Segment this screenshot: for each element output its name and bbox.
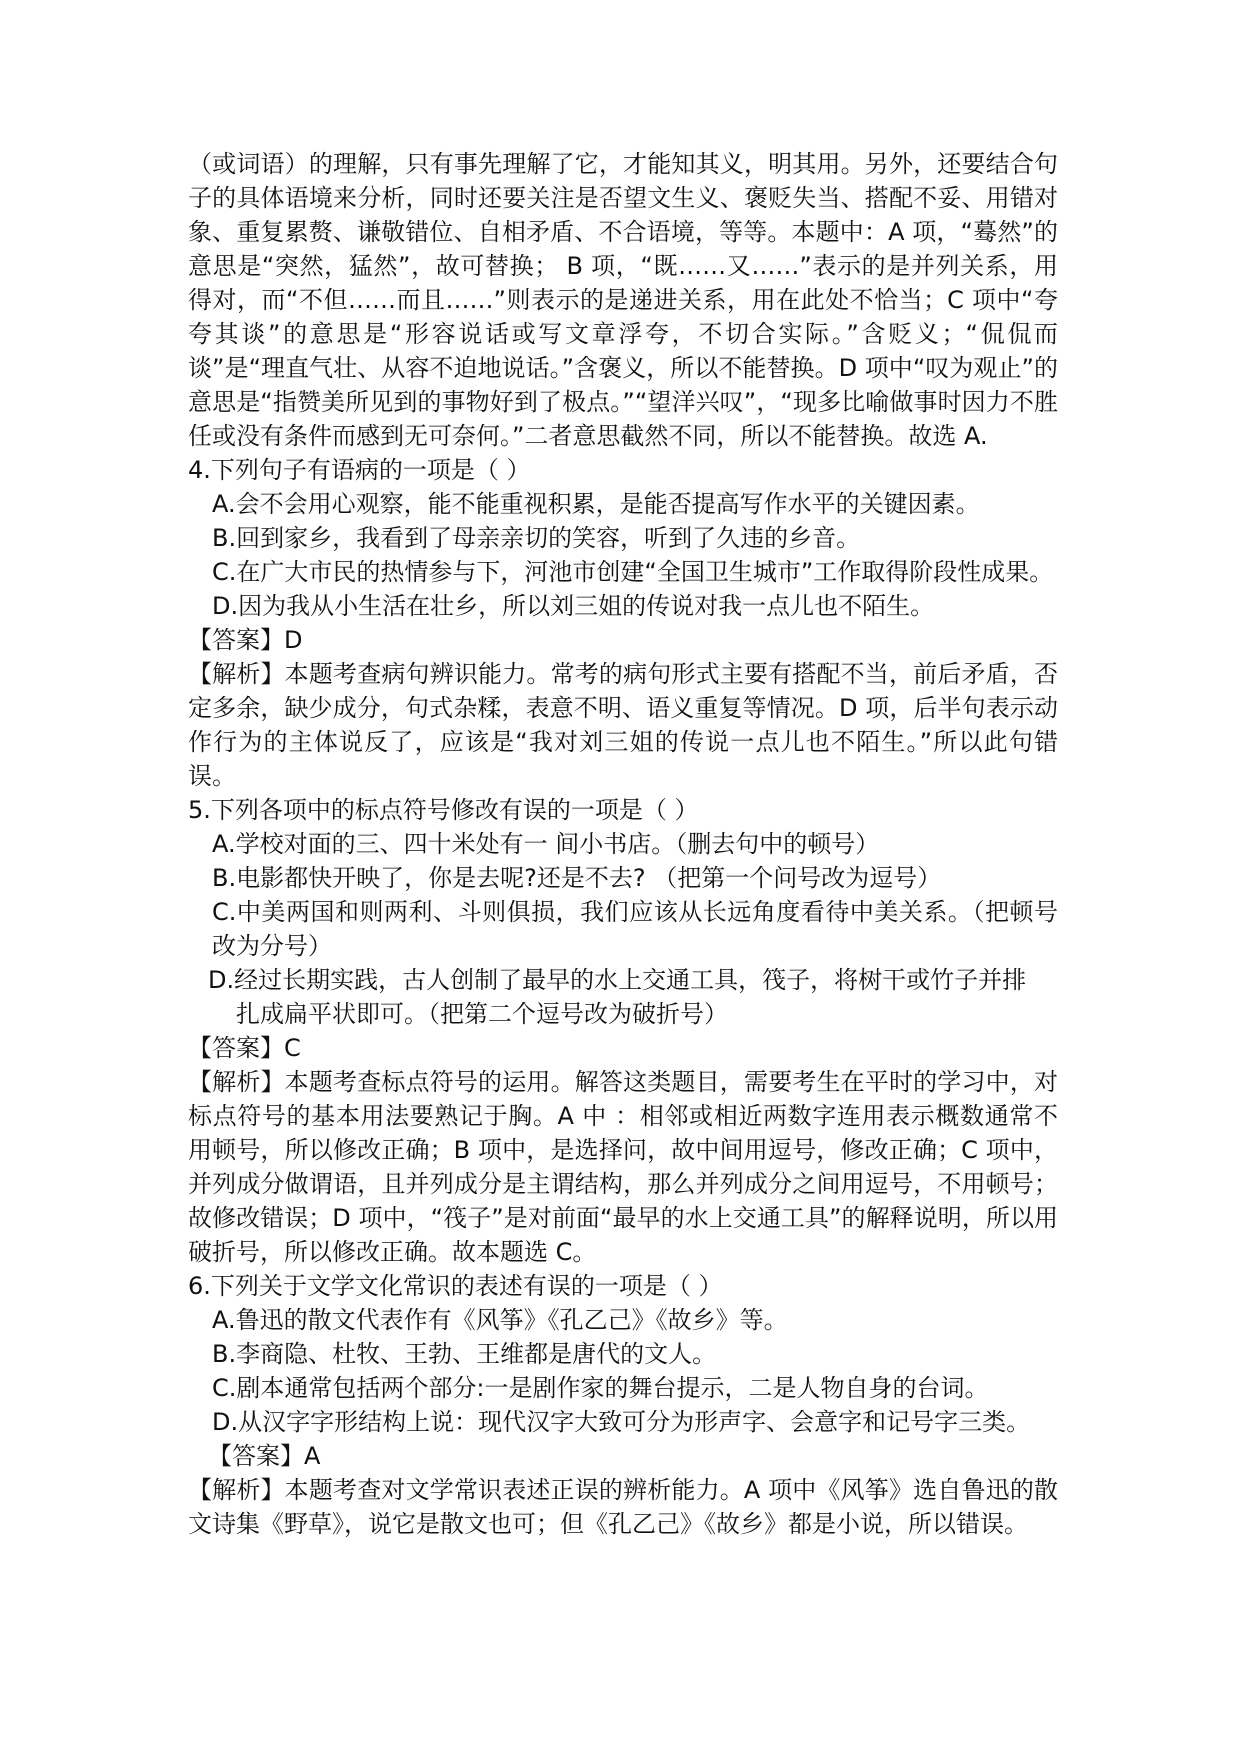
q6-option-c: C.剧本通常包括两个部分:一是剧作家的舞台提示，二是人物自身的台词。 [212,1374,989,1402]
q4-option-c: C.在广大市民的热情参与下，河池市创建“全国卫生城市”工作取得阶段性成果。 [212,558,1054,586]
q6-answer: 【答案】A [208,1442,321,1470]
q6-option-d: D.从汉字字形结构上说：现代汉字大致可分为形声字、会意字和记号字三类。 [212,1408,1031,1436]
q4-option-b: B.回到家乡，我看到了母亲亲切的笑容，听到了久违的乡音。 [212,524,861,552]
q4-stem: 4.下列句子有语病的一项是（ ） [188,456,531,484]
q5-option-b: B.电影都快开映了，你是去呢?还是不去? （把第一个问号改为逗号） [212,864,942,892]
q5-option-c: C.中美两国和则两利、斗则俱损，我们应该从长远角度看待中美关系。（把顿号改为分号） [212,898,1058,960]
q4-option-d: D.因为我从小生活在壮乡，所以刘三姐的传说对我一点儿也不陌生。 [212,592,935,620]
q4-analysis: 【解析】本题考查病句辨识能力。常考的病句形式主要有搭配不当，前后矛盾，否定多余，缺少成分，句式杂糅，表意不明、语义重复等情况。D 项，后半句表示动作行为的主体说反了，应该是“我对刘三姐的传说一点儿也不陌生。”所以此句错误。 [188,660,1058,790]
q5-stem: 5.下列各项中的标点符号修改有误的一项是（ ） [188,796,699,824]
q5-answer: 【答案】C [188,1034,301,1062]
q5-option-a: A.学校对面的三、四十米处有一 间小书店。（删去句中的顿号） [212,830,880,858]
q4-option-a: A.会不会用心观察，能不能重视积累，是能否提高写作水平的关键因素。 [212,490,980,518]
document-page [188,147,1058,1541]
q4-answer: 【答案】D [188,626,303,654]
q6-option-b: B.李商隐、杜牧、王勃、王维都是唐代的文人。 [212,1340,717,1368]
q3-explanation: （或词语）的理解，只有事先理解了它，才能知其义，明其用。另外，还要结合句子的具体语境来分析，同时还要关注是否望文生义、褒贬失当、搭配不妥、用错对象、重复累赘、谦敬错位、自相矛盾、不合语境，等等。本题中：A 项，“蓦然”的意思是“突然，猛然”，故可替换； B 项，“既……又……”表示的是并列关系，用得对，而“不但……而且……”则表示的是递进关系，用在此处不恰当；C 项中“夸夸其谈”的意思是“形容说话或写文章浮夸，不切合实际。”含贬义；“侃侃而谈”是“理直气壮、从容不迫地说话。”含褒义，所以不能替换。D 项中“叹为观止”的意思是“指赞美所见到的事物好到了极点。”“望洋兴叹”，“现多比喻做事时因力不胜任或没有条件而感到无可奈何。”二者意思截然不同，所以不能替换。故选 A. [188,150,1058,450]
q6-analysis: 【解析】本题考查对文学常识表述正误的辨析能力。A 项中《风筝》选自鲁迅的散文诗集《野草》，说它是散文也可；但《孔乙己》《故乡》都是小说，所以错误。 [188,1476,1058,1538]
q5-analysis: 【解析】本题考查标点符号的运用。解答这类题目，需要考生在平时的学习中，对标点符号的基本用法要熟记于胸。A 中 ：相邻或相近两数字连用表示概数通常不用顿号，所以修改正确；B 项中，是选择问，故中间用逗号，修改正确；C 项中，并列成分做谓语，且并列成分是主谓结构，那么并列成分之间用逗号，不用顿号；故修改错误；D 项中，“筏子”是对前面“最早的水上交通工具”的解释说明，所以用破折号，所以修改正确。故本题选 C。 [188,1068,1058,1266]
q6-stem: 6.下列关于文学文化常识的表述有误的一项是（ ） [188,1272,723,1300]
q6-option-a: A.鲁迅的散文代表作有《风筝》《孔乙己》《故乡》等。 [212,1306,788,1334]
q5-option-d-line2: 扎成扁平状即可。（把第二个逗号改为破折号） [236,1000,728,1028]
q5-option-d-line1: D.经过长期实践，古人创制了最早的水上交通工具，筏子，将树干或竹子并排 [208,966,1027,994]
